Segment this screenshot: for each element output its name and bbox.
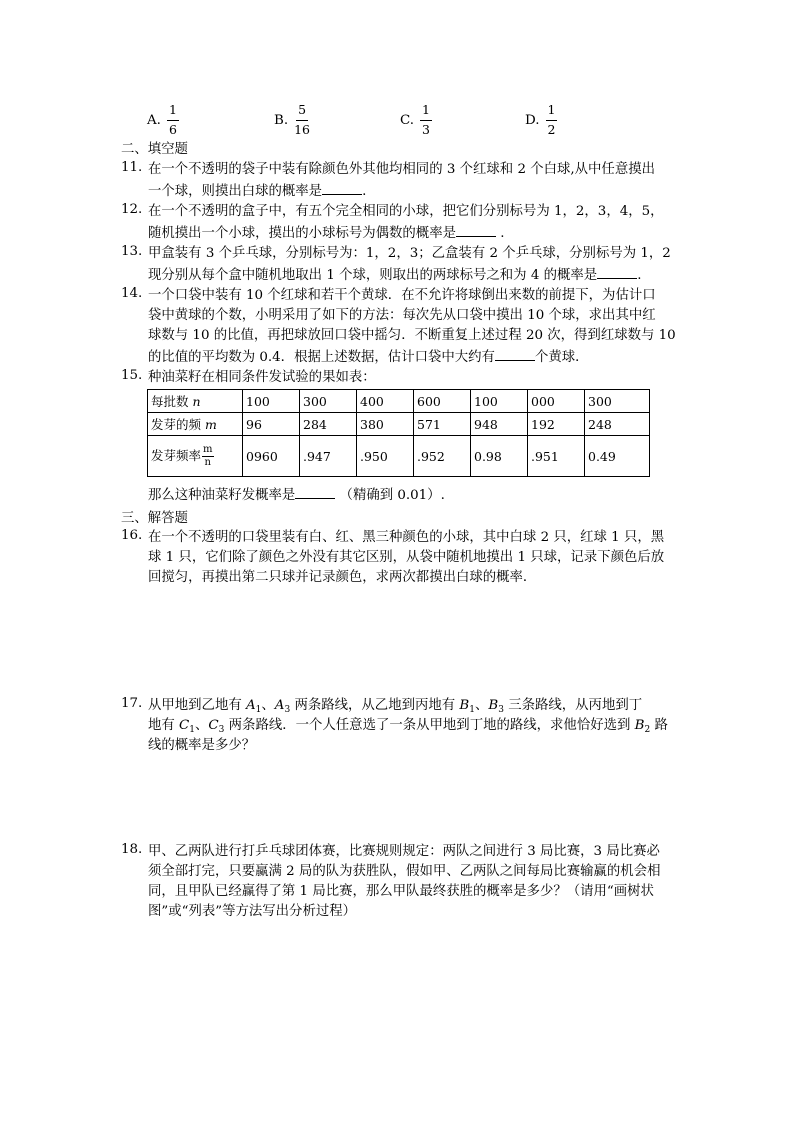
table-cell: .950 bbox=[357, 436, 414, 477]
option-label: A. bbox=[147, 112, 161, 128]
question-text: 球数与 10 的比值，再把球放回口袋中摇匀．不断重复上述过程 20 次，得到红球数与 10 bbox=[148, 328, 676, 343]
germination-table bbox=[147, 389, 650, 477]
table-cell: 0960 bbox=[243, 436, 300, 477]
table-cell: 0.98 bbox=[471, 436, 528, 477]
question-text: 从甲地到乙地有 $A_1$、$A_3$ 两条路线，从乙地到丙地有 $B_1$、$B_3$ 三条路线，从丙地到丁 bbox=[148, 698, 643, 715]
question-number: 11. bbox=[121, 160, 143, 175]
question-number: 17. bbox=[121, 696, 143, 711]
question-text: 图”或“列表”等方法写出分析过程） bbox=[148, 904, 357, 919]
option-fraction: $\frac{5}{16}$ bbox=[294, 102, 311, 137]
option-fraction: $\frac{1}{3}$ bbox=[422, 102, 430, 137]
table-cell: 571 bbox=[414, 413, 471, 436]
table-header-cell: 发芽频率 $\frac{m}{n}$ bbox=[148, 436, 243, 477]
table-row bbox=[148, 390, 650, 413]
table-cell: 000 bbox=[528, 390, 585, 413]
section-heading-solve: 三、解答题 bbox=[121, 511, 188, 526]
question-text: 一个口袋中装有 10 个红球和若干个黄球．在不允许将球倒出来数的前提下，为估计口 bbox=[148, 288, 656, 303]
table-cell: 300 bbox=[300, 390, 357, 413]
option-label: D. bbox=[525, 112, 540, 128]
question-number: 18. bbox=[121, 842, 143, 857]
question-text: 球 1 只，它们除了颜色之外没有其它区别，从袋中随机地摸出 1 只球，记录下颜色后放 bbox=[148, 550, 665, 565]
answer-blank bbox=[456, 222, 496, 237]
option-label: B. bbox=[274, 112, 289, 128]
question-text: 地有 $C_1$、$C_3$ 两条路线．一个人任意选了一条从甲地到丁地的路线，求他恰好选到 $B_2$ 路 bbox=[148, 718, 668, 735]
option-a bbox=[147, 100, 179, 140]
answer-blank bbox=[322, 180, 362, 195]
option-fraction: $\frac{1}{6}$ bbox=[168, 102, 177, 137]
option-b bbox=[274, 100, 310, 140]
table-cell: 96 bbox=[243, 413, 300, 436]
table-row bbox=[148, 413, 650, 436]
question-text: 在一个不透明的袋子中装有除颜色外其他均相同的 3 个红球和 2 个白球,从中任意摸出 bbox=[148, 162, 655, 177]
question-text: 的比值的平均数为 0.4．根据上述数据，估计口袋中大约有 bbox=[148, 350, 495, 365]
question-number: 12. bbox=[121, 202, 143, 217]
table-cell: 100 bbox=[471, 390, 528, 413]
answer-blank bbox=[495, 346, 535, 361]
answer-blank bbox=[295, 484, 335, 499]
table-cell: .952 bbox=[414, 436, 471, 477]
table-cell: 600 bbox=[414, 390, 471, 413]
table-cell: 948 bbox=[471, 413, 528, 436]
question-number: 14. bbox=[121, 286, 143, 301]
option-fraction: $\frac{1}{2}$ bbox=[547, 102, 556, 137]
table-header-cell: 发芽的频 m bbox=[148, 413, 243, 436]
question-text: 甲、乙两队进行打乒乓球团体赛，比赛规则规定：两队之间进行 3 局比赛，3 局比赛必 bbox=[148, 844, 660, 859]
option-label: C. bbox=[400, 112, 415, 128]
question-text: 线的概率是多少？ bbox=[148, 738, 256, 753]
question-text: 在一个不透明的盒子中，有五个完全相同的小球，把它们分别标号为 1，2，3，4，5， bbox=[148, 204, 664, 219]
table-cell: .947 bbox=[300, 436, 357, 477]
option-d bbox=[525, 100, 557, 140]
question-text: 现分别从每个盒中随机地取出 1 个球，则取出的两球标号之和为 4 的概率是 bbox=[148, 268, 598, 283]
question-number: 16. bbox=[121, 528, 143, 543]
question-text: 在一个不透明的口袋里装有白、红、黑三种颜色的小球，其中白球 2 只，红球 1 只，黑 bbox=[148, 530, 665, 545]
table-cell: 100 bbox=[243, 390, 300, 413]
table-header-cell: 每批数 n bbox=[148, 390, 243, 413]
table-cell: 284 bbox=[300, 413, 357, 436]
option-c bbox=[400, 100, 432, 140]
question-number: 13. bbox=[121, 244, 143, 259]
question-text: 种油菜籽在相同条件发试验的果如表： bbox=[148, 370, 376, 385]
question-number: 15. bbox=[121, 368, 143, 383]
question-text: 甲盒装有 3 个乒乓球，分别标号为：1，2，3；乙盒装有 2 个乒乓球，分别标号为 1，2 bbox=[148, 246, 671, 261]
table-cell: 380 bbox=[357, 413, 414, 436]
answer-options bbox=[147, 100, 627, 140]
table-cell: 192 bbox=[528, 413, 585, 436]
section-heading-fill-in: 二、填空题 bbox=[121, 142, 188, 157]
table-cell: .951 bbox=[528, 436, 585, 477]
question-text: 须全部打完，只要赢满 2 局的队为获胜队，假如甲、乙两队之间每局比赛输赢的机会相 bbox=[148, 864, 661, 879]
question-text: 随机摸出一个小球，摸出的小球标号为偶数的概率是 bbox=[148, 226, 456, 241]
question-text: 回搅匀，再摸出第二只球并记录颜色，求两次都摸出白球的概率． bbox=[148, 570, 537, 585]
table-row bbox=[148, 436, 650, 477]
table-cell: 248 bbox=[585, 413, 650, 436]
fraction: $\frac{m}{n}$ bbox=[203, 443, 213, 468]
table-cell: 0.49 bbox=[585, 436, 650, 477]
answer-blank bbox=[597, 264, 637, 279]
table-cell: 400 bbox=[357, 390, 414, 413]
question-text: 同，且甲队已经赢得了第 1 局比赛，那么甲队最终获胜的概率是多少？（请用“画树状 bbox=[148, 884, 654, 899]
question-text: 一个球，则摸出白球的概率是 bbox=[148, 184, 323, 199]
question-text: 袋中黄球的个数，小明采用了如下的方法：每次先从口袋中摸出 10 个球，求出其中红 bbox=[148, 308, 656, 323]
question-15-tail: 那么这种油菜籽发概率是 （精确到 0.01）. bbox=[148, 484, 445, 503]
table-cell: 300 bbox=[585, 390, 650, 413]
